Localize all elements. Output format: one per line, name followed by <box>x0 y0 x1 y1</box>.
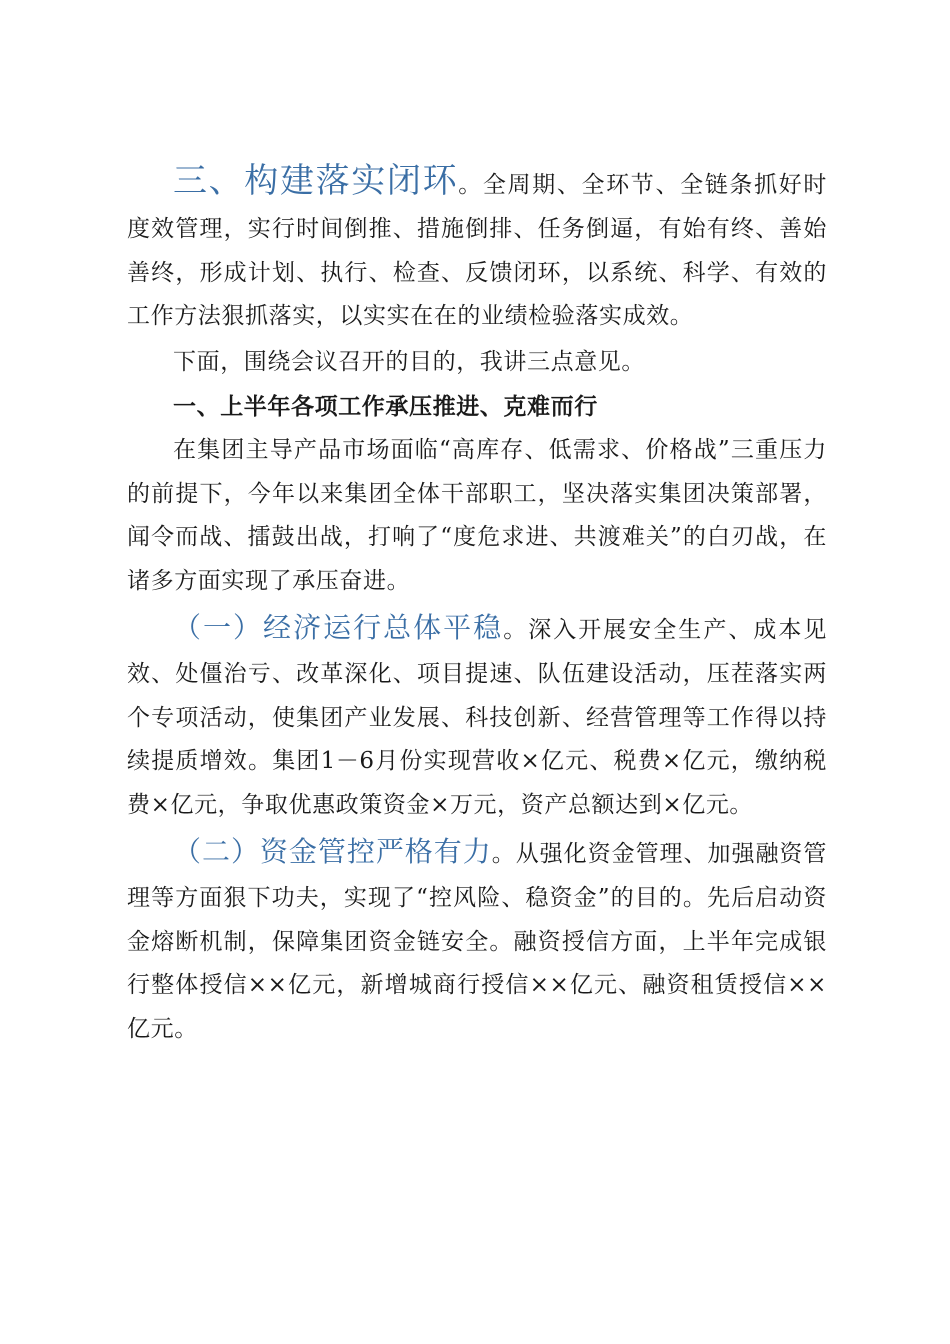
heading-funds: （二）资金管控严格有力 <box>173 834 492 868</box>
paragraph-intro-body: 下面，围绕会议召开的目的，我讲三点意见。 <box>173 349 645 376</box>
paragraph-economy-body: 。深入开展安全生产、成本见效、处僵治亏、改革深化、项目提速、队伍建设活动，压茬落实两个专项活动，使集团产业发展、科技创新、经营管理等工作得以持续提质增效。集团1－6月份实现营收×亿元、税费×亿元，缴纳税费×亿元，争取优惠政策资金×万元，资产总额达到×亿元。 <box>127 616 827 819</box>
heading-economy: （一）经济运行总体平稳 <box>173 610 504 644</box>
paragraph-intro <box>127 341 827 385</box>
paragraph-closed-loop-body: 。全周期、全环节、全链条抓好时度效管理，实行时间倒推、措施倒排、任务倒逼，有始有终、善始善终，形成计划、执行、检查、反馈闭环，以系统、科学、有效的工作方法狠抓落实，以实实在在的业绩检验落实成效。 <box>127 172 827 330</box>
document-page <box>127 160 827 1052</box>
paragraph-funds-body: 。从强化资金管理、加强融资管理等方面狠下功夫，实现了“控风险、稳资金”的目的。先后启动资金熔断机制，保障集团资金链安全。融资授信方面，上半年完成银行整体授信××亿元，新增城商行授信××亿元、融资租赁授信××亿元。 <box>127 840 828 1043</box>
paragraph-pressure-body: 在集团主导产品市场面临“高库存、低需求、价格战”三重压力的前提下，今年以来集团全体干部职工，坚决落实集团决策部署，闻令而战、擂鼓出战，打响了“度危求进、共渡难关”的白刃战，在诸多方面实现了承压奋进。 <box>127 436 827 595</box>
paragraph-funds <box>127 830 827 1052</box>
paragraph-economy <box>127 606 827 828</box>
paragraph-closed-loop <box>127 160 827 339</box>
paragraph-pressure <box>127 429 827 604</box>
section-title-first-half <box>127 385 827 429</box>
section-title-text: 一、上半年各项工作承压推进、克难而行 <box>173 392 598 420</box>
heading-closed-loop: 三、构建落实闭环 <box>173 161 459 201</box>
